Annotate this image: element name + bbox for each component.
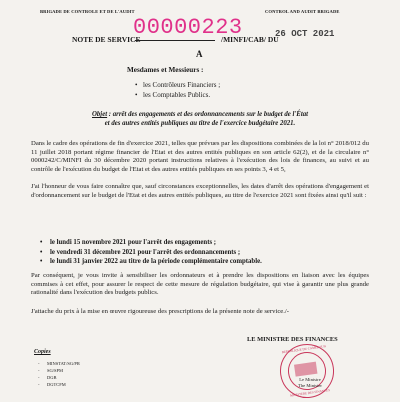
paragraph-announcement: J'ai l'honneur de vous faire connaître que, sauf circonstances exceptionnelles, les dates d'arrêt des opérations d'engagement et d'ordonnancement sur le budget de l'Etat et des autres entités publiques, au titre de l'exercice 2021 sont fixées ainsi qu'il suit : — [31, 183, 369, 199]
recipient-item: • les Contrôleurs Financiers ; — [135, 81, 221, 89]
note-reference: /MINFI/CAB/ DU — [221, 35, 279, 44]
copies-label: Copies — [34, 349, 51, 355]
recipient-item: • les Comptables Publics. — [135, 91, 211, 99]
deadline-item: • le lundi 15 novembre 2021 pour l'arrêt des engagements ; — [40, 239, 217, 246]
copy-item: - SG/SPM — [38, 368, 64, 373]
object-line: Objet : arrêt des engagements et des ordonnancements sur le budget de l'État et des autres entités publiques au titre de l'exercice budgétaire 2021. — [92, 111, 308, 127]
paragraph-context: Dans le cadre des opérations de fin d'exercice 2021, telles que prévues par les dispositions combinées de la loi n° 2018/012 du 11 juillet 2018 portant régime financier de l'Etat et des autres entités publiques en son article 62(2), et de la circulaire n° 0000242/C/MINFI du 30 décembre 2020 portant instructions relatives à l'exécution des lois de finances, au suivi et au contrôle de l'exécution du budget de l'Etat et des autres entités publiques en ses points 3, 4 et 5, — [31, 140, 369, 173]
note-date: 26 OCT 2021 — [275, 29, 335, 39]
paragraph-closing: J'attache du prix à la mise en œuvre rigoureuse des prescriptions de la présente note de service./- — [31, 308, 290, 315]
salutation: Mesdames et Messieurs : — [127, 66, 204, 74]
recipients-list — [135, 80, 220, 100]
minister-stamp: Le Ministre The Minister — [298, 377, 322, 388]
addressee-marker: A — [196, 49, 203, 59]
copy-item: - MINSTAT/SG/PR — [38, 361, 80, 366]
deadline-item: • le vendredi 31 décembre 2021 pour l'arrêt des ordonnancements ; — [40, 248, 241, 256]
note-label: NOTE DE SERVICE — [72, 35, 141, 44]
header-right: CONTROL AND AUDIT BRIGADE — [265, 9, 340, 14]
copy-item: - DGB — [38, 375, 57, 380]
official-seal: REPUBLIQUE DU CAMEROUN MINISTERE DES FINANCES — [277, 341, 338, 402]
copy-item: - DGTCFM — [38, 382, 66, 387]
copies-list — [38, 360, 80, 388]
deadline-item: • le lundi 31 janvier 2022 au titre de la période complémentaire comptable. — [40, 258, 262, 265]
signature-title: LE MINISTRE DES FINANCES — [247, 336, 338, 343]
deadlines-list — [40, 238, 262, 267]
note-number: 00000223 — [133, 17, 243, 39]
header-left: BRIGADE DE CONTROLE ET DE L'AUDIT — [40, 9, 135, 14]
paragraph-consequence: Par conséquent, je vous invite à sensibiliser les ordonnateurs et à prendre les dispositions en liaison avec les équipes commises à cet effet, pour assurer le respect de cette mesure de régulation budgétaire, qui vise à garantir une plus grande rationalité dans l'exécution des budgets publics. — [31, 272, 369, 297]
object-label: Objet — [92, 111, 108, 118]
number-underline — [135, 40, 215, 41]
